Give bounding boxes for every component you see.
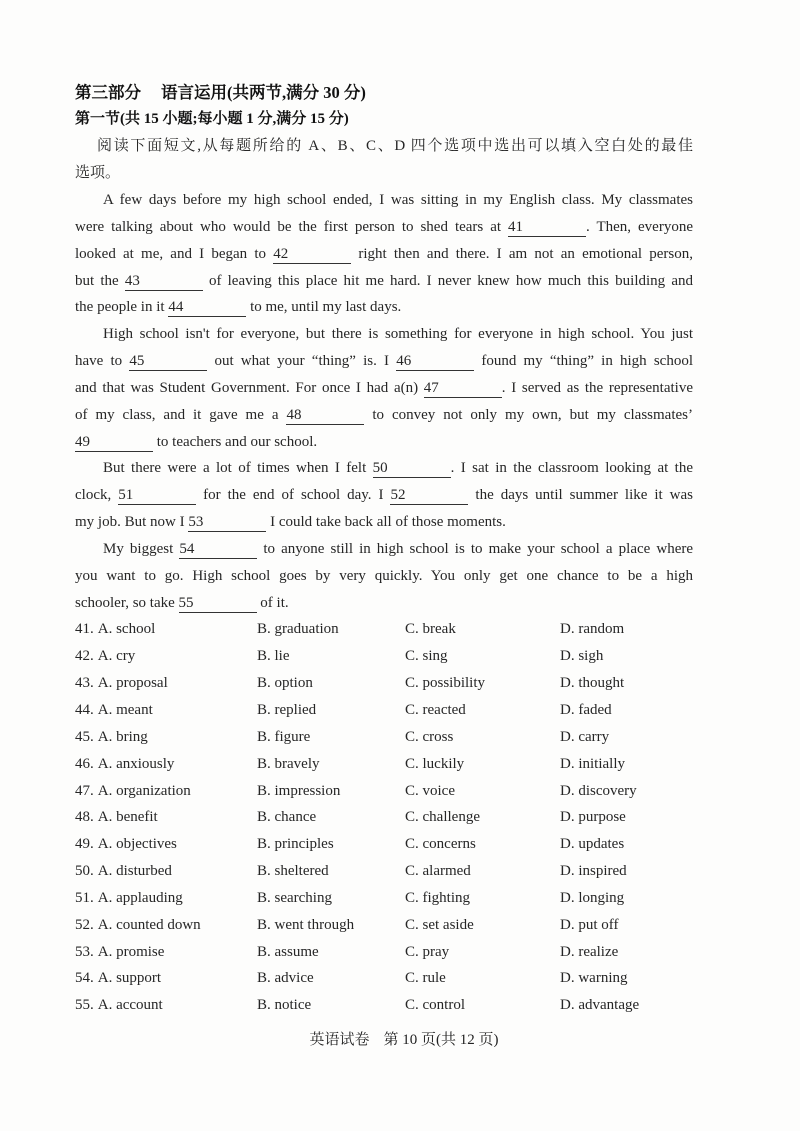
option-text: B. replied bbox=[257, 702, 317, 718]
option-b bbox=[257, 992, 405, 1019]
option-text: A. benefit bbox=[97, 809, 158, 826]
option-text: D. put off bbox=[560, 916, 619, 933]
footer-subject: 英语试卷 bbox=[309, 1031, 370, 1048]
option-text: B. impression bbox=[257, 782, 341, 799]
option-text: A. counted down bbox=[97, 916, 201, 933]
answer-blank-47: 47 bbox=[424, 380, 502, 398]
option-a bbox=[75, 778, 257, 805]
option-a bbox=[75, 697, 257, 724]
answer-blank-55: 55 bbox=[179, 595, 257, 613]
question-row-42 bbox=[75, 643, 693, 670]
option-text: B. figure bbox=[257, 728, 311, 745]
option-text: D. warning bbox=[560, 970, 628, 987]
option-text: A. school bbox=[97, 621, 156, 638]
option-text: C. reacted bbox=[405, 702, 466, 718]
option-a bbox=[75, 724, 257, 751]
option-text: B. option bbox=[257, 675, 313, 692]
part-label: 第三部分 bbox=[75, 82, 141, 102]
option-d bbox=[560, 670, 693, 697]
option-c bbox=[405, 992, 560, 1019]
passage-line bbox=[75, 375, 693, 402]
answer-blank-48: 48 bbox=[286, 407, 364, 425]
passage-line bbox=[75, 187, 693, 214]
option-d bbox=[560, 751, 693, 778]
option-d bbox=[560, 858, 693, 885]
question-number: 51. bbox=[75, 889, 94, 906]
answer-blank-46: 46 bbox=[396, 353, 474, 371]
option-text: D. realize bbox=[560, 943, 619, 960]
option-text: A. anxiously bbox=[97, 755, 175, 772]
option-text: A. support bbox=[97, 970, 162, 987]
question-row-51 bbox=[75, 885, 693, 912]
question-number: 52. bbox=[75, 916, 94, 933]
passage-text: and that was Student Government. For once I had a(n) bbox=[75, 379, 424, 396]
option-a bbox=[75, 965, 257, 992]
option-text: D. initially bbox=[560, 755, 625, 772]
passage-text: . I sat in the classroom looking at the bbox=[450, 460, 693, 477]
passage-paragraph bbox=[75, 321, 693, 455]
option-text: C. sing bbox=[405, 648, 448, 665]
option-text: A. objectives bbox=[97, 836, 177, 853]
question-number: 50. bbox=[75, 863, 94, 880]
option-c bbox=[405, 616, 560, 643]
option-text: A. proposal bbox=[97, 675, 168, 692]
option-d bbox=[560, 697, 693, 724]
option-c bbox=[405, 724, 560, 751]
passage-line bbox=[75, 294, 693, 321]
answer-blank-54: 54 bbox=[179, 541, 257, 559]
passage-line bbox=[75, 590, 693, 617]
passage-text: the people in it bbox=[75, 299, 169, 316]
option-b bbox=[257, 643, 405, 670]
option-c bbox=[405, 858, 560, 885]
option-b bbox=[257, 778, 405, 805]
question-row-48 bbox=[75, 804, 693, 831]
option-d bbox=[560, 965, 693, 992]
passage-line bbox=[75, 402, 693, 429]
passage-text: My biggest bbox=[103, 540, 180, 557]
option-text: C. break bbox=[405, 621, 456, 638]
passage-text: I could take back all of those moments. bbox=[266, 514, 506, 531]
option-c bbox=[405, 912, 560, 939]
question-row-52 bbox=[75, 912, 693, 939]
passage-text: to anyone still in high school is to make your school a place where bbox=[257, 540, 693, 557]
passage-line bbox=[75, 455, 693, 482]
passage-text: to convey not only my own, but my classmates’ bbox=[364, 406, 693, 423]
answer-blank-45: 45 bbox=[129, 353, 207, 371]
option-b bbox=[257, 939, 405, 966]
passage-line bbox=[75, 348, 693, 375]
option-d bbox=[560, 804, 693, 831]
option-text: C. concerns bbox=[405, 836, 476, 853]
instruction bbox=[75, 133, 693, 187]
option-text: C. set aside bbox=[405, 916, 474, 933]
option-text: A. promise bbox=[97, 943, 165, 960]
option-text: B. went through bbox=[257, 916, 355, 933]
passage-text: But there were a lot of times when I felt bbox=[103, 460, 373, 477]
passage-paragraph bbox=[75, 536, 693, 617]
option-c bbox=[405, 643, 560, 670]
passage-text: to teachers and our school. bbox=[153, 433, 318, 450]
option-text: A. account bbox=[97, 997, 163, 1014]
part-heading bbox=[75, 80, 693, 107]
passage-text: High school isn't for everyone, but there is something for everyone in high school. You just bbox=[103, 326, 693, 343]
option-d bbox=[560, 616, 693, 643]
option-text: C. fighting bbox=[405, 889, 471, 906]
passage-text: of leaving this place hit me hard. I never knew how much this building and bbox=[202, 272, 693, 289]
option-a bbox=[75, 670, 257, 697]
question-number: 46. bbox=[75, 755, 94, 772]
passage-text: out what your “thing” is. I bbox=[207, 353, 397, 370]
passage-text: A few days before my high school ended, I was sitting in my English class. My classmates bbox=[103, 191, 693, 208]
option-text: B. assume bbox=[257, 943, 319, 960]
exam-page-content bbox=[75, 80, 693, 1020]
option-a bbox=[75, 751, 257, 778]
option-c bbox=[405, 778, 560, 805]
cloze-passage bbox=[75, 187, 693, 617]
option-text: A. bring bbox=[97, 728, 148, 745]
passage-text: looked at me, and I began to bbox=[75, 245, 274, 262]
option-text: D. thought bbox=[560, 675, 625, 692]
option-text: D. discovery bbox=[560, 782, 637, 799]
option-b bbox=[257, 885, 405, 912]
option-text: D. advantage bbox=[560, 997, 640, 1014]
question-row-43 bbox=[75, 670, 693, 697]
section-title: 第一节(共 15 小题;每小题 1 分,满分 15 分) bbox=[75, 111, 349, 128]
option-text: B. chance bbox=[257, 809, 317, 826]
option-a bbox=[75, 643, 257, 670]
option-b bbox=[257, 724, 405, 751]
question-number: 55. bbox=[75, 997, 94, 1014]
option-c bbox=[405, 885, 560, 912]
passage-line bbox=[75, 241, 693, 268]
passage-text: but the bbox=[75, 272, 125, 289]
option-a bbox=[75, 858, 257, 885]
passage-text: clock, bbox=[75, 487, 119, 504]
question-row-55 bbox=[75, 992, 693, 1019]
answer-blank-49: 49 bbox=[75, 434, 153, 452]
option-text: C. pray bbox=[405, 943, 450, 960]
page-footer bbox=[4, 1027, 800, 1054]
option-a bbox=[75, 831, 257, 858]
answer-blank-53: 53 bbox=[188, 514, 266, 532]
question-row-49 bbox=[75, 831, 693, 858]
option-text: B. searching bbox=[257, 889, 332, 906]
option-b bbox=[257, 858, 405, 885]
answer-blank-44: 44 bbox=[168, 299, 246, 317]
passage-line bbox=[75, 509, 693, 536]
question-number: 47. bbox=[75, 782, 94, 799]
option-d bbox=[560, 885, 693, 912]
option-text: B. notice bbox=[257, 997, 312, 1014]
answer-blank-41: 41 bbox=[508, 219, 586, 237]
option-text: D. faded bbox=[560, 702, 612, 718]
option-text: D. longing bbox=[560, 889, 625, 906]
option-text: D. sigh bbox=[560, 648, 604, 665]
option-b bbox=[257, 697, 405, 724]
question-row-41 bbox=[75, 616, 693, 643]
question-number: 44. bbox=[75, 702, 94, 718]
option-d bbox=[560, 831, 693, 858]
option-text: B. advice bbox=[257, 970, 314, 987]
option-text: C. challenge bbox=[405, 809, 480, 826]
question-row-44 bbox=[75, 697, 693, 724]
option-a bbox=[75, 885, 257, 912]
passage-text: were talking about who would be the first person to shed tears at bbox=[75, 218, 509, 235]
passage-text: schooler, so take bbox=[75, 594, 179, 611]
option-b bbox=[257, 804, 405, 831]
option-text: C. cross bbox=[405, 728, 454, 745]
passage-text: you want to go. High school goes by very quickly. You only get one chance to be a high bbox=[75, 567, 693, 584]
question-number: 53. bbox=[75, 943, 94, 960]
passage-text: have to bbox=[75, 353, 130, 370]
instruction-line: 阅读下面短文,从每题所给的 A、B、C、D 四个选项中选出可以填入空白处的最佳 bbox=[97, 138, 693, 155]
option-d bbox=[560, 992, 693, 1019]
option-b bbox=[257, 965, 405, 992]
option-d bbox=[560, 939, 693, 966]
option-text: C. alarmed bbox=[405, 863, 471, 880]
passage-line bbox=[75, 214, 693, 241]
question-number: 41. bbox=[75, 621, 94, 638]
option-a bbox=[75, 912, 257, 939]
option-d bbox=[560, 778, 693, 805]
option-text: D. purpose bbox=[560, 809, 626, 826]
question-number: 48. bbox=[75, 809, 94, 826]
option-text: D. carry bbox=[560, 728, 610, 745]
passage-paragraph bbox=[75, 187, 693, 321]
answer-blank-42: 42 bbox=[273, 246, 351, 264]
passage-text: for the end of school day. I bbox=[196, 487, 391, 504]
answer-blank-43: 43 bbox=[125, 273, 203, 291]
option-b bbox=[257, 670, 405, 697]
option-a bbox=[75, 992, 257, 1019]
option-text: C. voice bbox=[405, 782, 455, 799]
option-text: A. disturbed bbox=[97, 863, 172, 880]
question-number: 54. bbox=[75, 970, 94, 987]
option-c bbox=[405, 804, 560, 831]
option-c bbox=[405, 670, 560, 697]
question-number: 49. bbox=[75, 836, 94, 853]
option-text: C. control bbox=[405, 997, 465, 1014]
option-b bbox=[257, 616, 405, 643]
option-text: D. inspired bbox=[560, 863, 627, 880]
question-row-47 bbox=[75, 778, 693, 805]
option-c bbox=[405, 965, 560, 992]
question-number: 42. bbox=[75, 648, 94, 665]
question-row-45 bbox=[75, 724, 693, 751]
option-text: D. updates bbox=[560, 836, 625, 853]
options-table bbox=[75, 616, 693, 1019]
passage-text: of my class, and it gave me a bbox=[75, 406, 287, 423]
passage-line bbox=[75, 268, 693, 295]
option-c bbox=[405, 831, 560, 858]
instruction-line: 选项。 bbox=[75, 165, 121, 182]
option-text: B. sheltered bbox=[257, 863, 329, 880]
passage-line bbox=[75, 482, 693, 509]
passage-line bbox=[75, 536, 693, 563]
option-c bbox=[405, 751, 560, 778]
footer-page-number: 第 10 页(共 12 页) bbox=[383, 1031, 499, 1048]
passage-text: . Then, everyone bbox=[586, 218, 693, 235]
passage-text: . I served as the representative bbox=[501, 379, 693, 396]
option-b bbox=[257, 831, 405, 858]
passage-text: found my “thing” in high school bbox=[474, 353, 693, 370]
passage-text: of it. bbox=[256, 594, 289, 611]
passage-line bbox=[75, 321, 693, 348]
option-text: C. luckily bbox=[405, 755, 465, 772]
answer-blank-50: 50 bbox=[373, 460, 451, 478]
question-number: 43. bbox=[75, 675, 94, 692]
option-a bbox=[75, 616, 257, 643]
option-d bbox=[560, 912, 693, 939]
option-text: A. cry bbox=[97, 648, 136, 665]
option-text: C. rule bbox=[405, 970, 446, 987]
passage-text: right then and there. I am not an emotional person, bbox=[351, 245, 693, 262]
passage-text: my job. But now I bbox=[75, 514, 189, 531]
option-text: A. organization bbox=[97, 782, 191, 799]
option-b bbox=[257, 751, 405, 778]
part-title: 语言运用(共两节,满分 30 分) bbox=[161, 82, 366, 102]
option-b bbox=[257, 912, 405, 939]
question-number: 45. bbox=[75, 728, 94, 745]
option-text: A. meant bbox=[97, 702, 153, 718]
option-text: B. graduation bbox=[257, 621, 339, 638]
passage-text: to me, until my last days. bbox=[246, 299, 402, 316]
option-c bbox=[405, 697, 560, 724]
option-a bbox=[75, 804, 257, 831]
option-d bbox=[560, 724, 693, 751]
answer-blank-52: 52 bbox=[390, 487, 468, 505]
option-text: B. bravely bbox=[257, 755, 320, 772]
question-row-54 bbox=[75, 965, 693, 992]
option-text: C. possibility bbox=[405, 675, 486, 692]
passage-text: the days until summer like it was bbox=[468, 487, 694, 504]
option-text: B. principles bbox=[257, 836, 334, 853]
option-text: B. lie bbox=[257, 648, 290, 665]
passage-paragraph bbox=[75, 455, 693, 536]
option-c bbox=[405, 939, 560, 966]
option-d bbox=[560, 643, 693, 670]
question-row-46 bbox=[75, 751, 693, 778]
answer-blank-51: 51 bbox=[118, 487, 196, 505]
passage-line bbox=[75, 429, 693, 456]
question-row-53 bbox=[75, 939, 693, 966]
question-row-50 bbox=[75, 858, 693, 885]
option-text: A. applauding bbox=[97, 889, 183, 906]
option-a bbox=[75, 939, 257, 966]
passage-line bbox=[75, 563, 693, 590]
option-text: D. random bbox=[560, 621, 625, 638]
